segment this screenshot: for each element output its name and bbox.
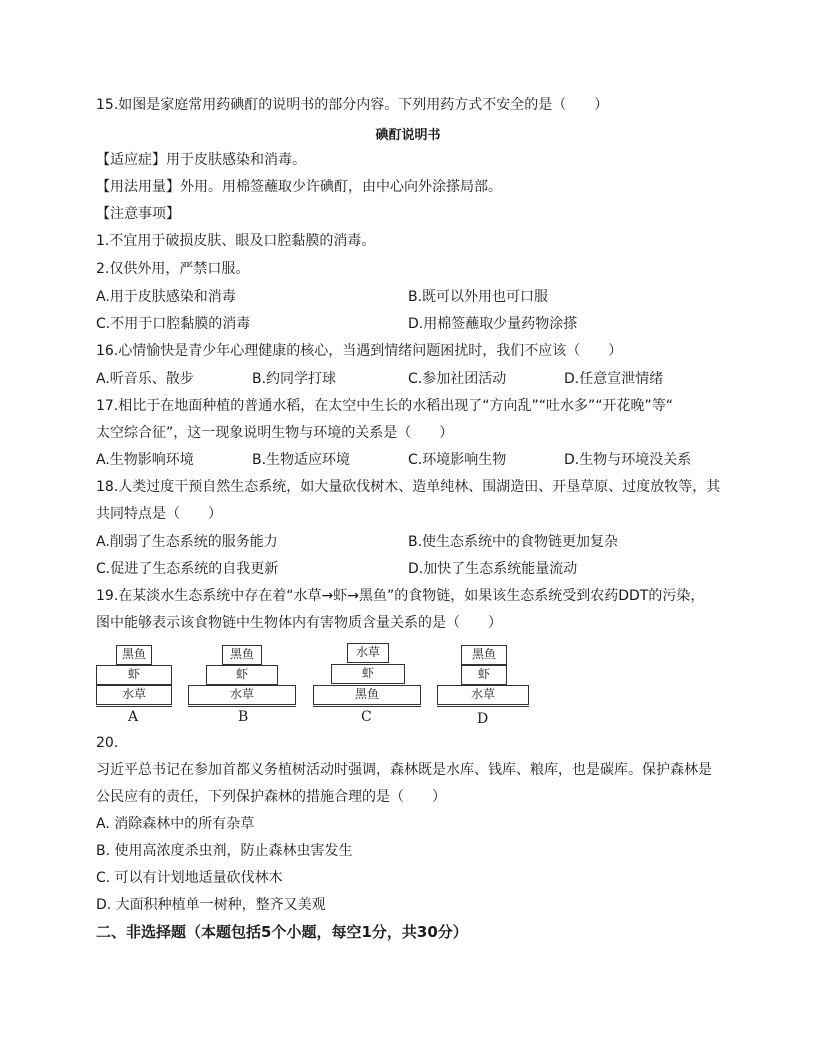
q16-option-a: A.听音乐、散步 xyxy=(96,371,194,387)
q16-option-b: B.约同学打球 xyxy=(252,371,337,387)
q17-option-b: B.生物适应环境 xyxy=(252,452,351,468)
q19-c-label: C xyxy=(361,709,372,725)
q15-option-c: C.不用于口腔黏膜的消毒 xyxy=(96,316,251,332)
q19-b-bottom-block: 水草 xyxy=(188,685,296,705)
q20-stem-line1: 习近平总书记在参加首都义务植树活动时强调，森林既是水库、钱库、粮库，也是碳库。保护森林是 xyxy=(96,762,712,778)
q19-diagram-d xyxy=(437,645,533,735)
q20-stem-line2: 公民应有的责任，下列保护森林的措施合理的是（ ） xyxy=(96,789,446,805)
q15-stem: 15.如图是家庭常用药碘酊的说明书的部分内容。下列用药方式不安全的是（ ） xyxy=(96,97,609,113)
q18-option-d: D.加快了生态系统能量流动 xyxy=(408,561,578,577)
q17-option-c: C.环境影响生物 xyxy=(408,452,507,468)
q18-option-a: A.削弱了生态系统的服务能力 xyxy=(96,534,278,550)
q15-notes-header: 【注意事项】 xyxy=(96,206,180,222)
q19-d-baseline xyxy=(437,706,529,707)
q19-d-top-block: 黑鱼 xyxy=(461,645,507,665)
q16-option-d: D.任意宣泄情绪 xyxy=(564,371,664,387)
q20-option-d: D. 大面积种植单一树种，整齐又美观 xyxy=(96,897,326,913)
q17-stem-line2: 太空综合征”，这一现象说明生物与环境的关系是（ ） xyxy=(96,425,454,441)
q19-b-label: B xyxy=(238,709,249,725)
q19-b-top-block: 黑鱼 xyxy=(222,645,262,665)
q15-option-a: A.用于皮肤感染和消毒 xyxy=(96,289,236,305)
q19-diagram-a xyxy=(96,645,176,735)
q20-option-a: A. 消除森林中的所有杂草 xyxy=(96,816,255,832)
q18-option-c: C.促进了生态系统的自我更新 xyxy=(96,561,279,577)
q20-option-c: C. 可以有计划地适量砍伐林木 xyxy=(96,870,283,886)
q19-d-mid-block: 虾 xyxy=(461,665,507,685)
q15-doc-title: 碘酊说明书 xyxy=(375,128,441,143)
q18-stem-line1: 18.人类过度干预自然生态系统，如大量砍伐树木、造单纯林、围湖造田、开垦草原、过度放牧等，其 xyxy=(96,479,721,495)
q19-a-label: A xyxy=(128,709,139,725)
q19-b-mid-block: 虾 xyxy=(206,665,278,685)
q15-indication: 【适应症】用于皮肤感染和消毒。 xyxy=(96,152,306,168)
q19-a-baseline xyxy=(96,706,172,707)
q19-stem-line1: 19.在某淡水生态系统中存在着“水草→虾→黑鱼”的食物链，如果该生态系统受到农药DDT的污染， xyxy=(96,588,705,604)
q19-c-baseline xyxy=(313,706,421,707)
q17-option-d: D.生物与环境没关系 xyxy=(564,452,692,468)
q20-option-b: B. 使用高浓度杀虫剂，防止森林虫害发生 xyxy=(96,843,353,859)
q19-diagram-c xyxy=(313,643,425,735)
q15-note1: 1.不宜用于破损皮肤、眼及口腔黏膜的消毒。 xyxy=(96,233,376,249)
q20-number: 20. xyxy=(96,735,119,751)
q15-usage: 【用法用量】外用。用棉签蘸取少许碘酊，由中心向外涂搽局部。 xyxy=(96,179,502,195)
q19-d-label: D xyxy=(477,711,489,727)
q15-note2: 2.仅供外用，严禁口服。 xyxy=(96,261,250,277)
q19-c-mid-block: 虾 xyxy=(331,664,405,684)
section-2-heading: 二、非选择题（本题包括5个小题，每空1分，共30分） xyxy=(96,923,468,941)
q19-stem-line2: 图中能够表示该食物链中生物体内有害物质含量关系的是（ ） xyxy=(96,615,502,631)
q19-a-bottom-block: 水草 xyxy=(96,685,172,705)
q18-stem-line2: 共同特点是（ ） xyxy=(96,506,222,522)
q19-d-bottom-block: 水草 xyxy=(437,685,529,705)
q15-option-b: B.既可以外用也可口服 xyxy=(408,289,549,305)
q19-a-top-block: 黑鱼 xyxy=(116,645,152,665)
q15-option-d: D.用棉签蘸取少量药物涂搽 xyxy=(408,316,578,332)
q17-stem-line1: 17.相比于在地面种植的普通水稻，在太空中生长的水稻出现了“方向乱”“吐水多”“开花晚”等“ xyxy=(96,398,674,414)
q19-a-mid-block: 虾 xyxy=(96,665,172,685)
q18-option-b: B.使生态系统中的食物链更加复杂 xyxy=(408,534,619,550)
q19-b-baseline xyxy=(188,706,296,707)
q16-option-c: C.参加社团活动 xyxy=(408,371,507,387)
q19-c-top-block: 水草 xyxy=(347,643,389,663)
q17-option-a: A.生物影响环境 xyxy=(96,452,194,468)
q19-c-bottom-block: 黑鱼 xyxy=(313,685,421,705)
q19-diagram-b xyxy=(188,645,300,735)
q16-stem: 16.心情愉快是青少年心理健康的核心，当遇到情绪问题困扰时，我们不应该（ ） xyxy=(96,343,623,359)
